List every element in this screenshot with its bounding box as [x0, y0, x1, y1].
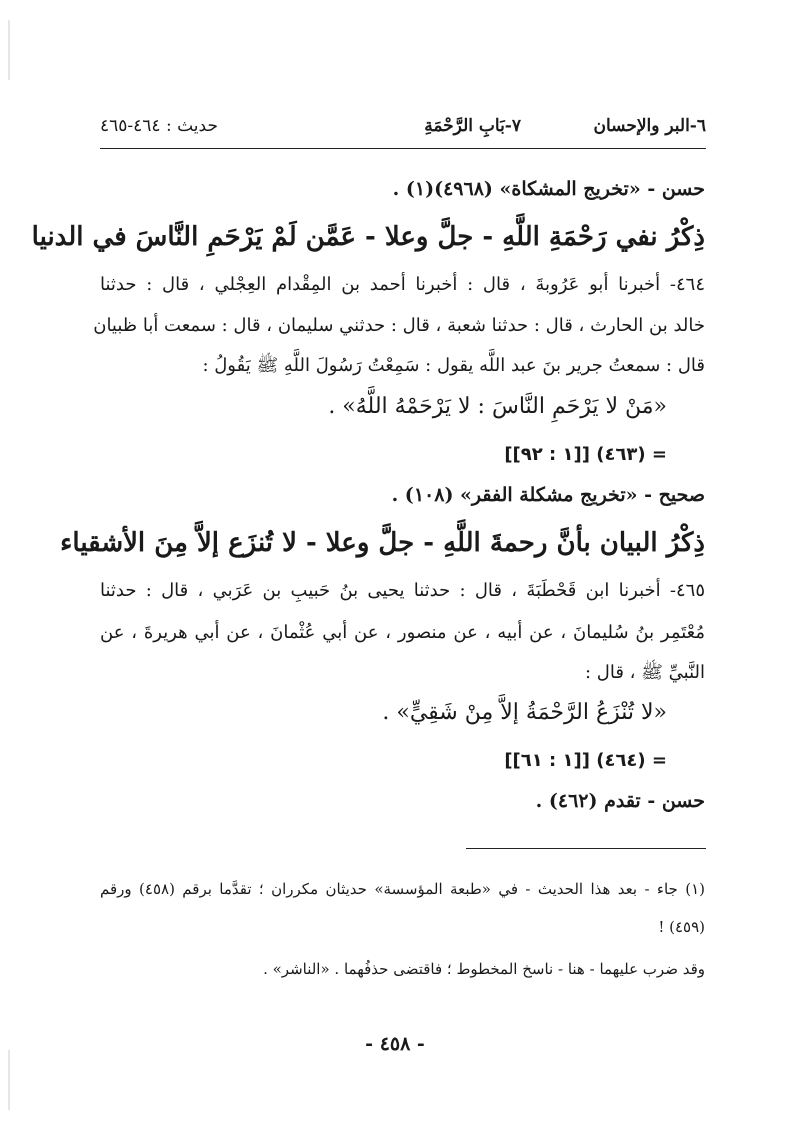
header-rule [100, 148, 706, 149]
hadith-quote: «لا تُنْزَعُ الرَّحْمَةُ إلاَّ مِنْ شَقِيٍّ» . [382, 700, 667, 725]
hadith-text-line: خالد بن الحارث ، قال : حدثنا شعبة ، قال : حدثني سليمان ، قال : سمعت أبا ظبيان [93, 315, 705, 336]
header-section: ٧-بَابِ الرَّحْمَةِ [424, 116, 521, 136]
page-number: - ٤٥٨ - [365, 1033, 425, 1055]
grade-line: حسن - تقدم (٤٦٢) . [535, 790, 705, 812]
header-chapter: ٦-البر والإحسان [593, 116, 706, 136]
chapter-title: ذِكْرُ نفي رَحْمَةِ اللَّهِ - جلَّ وعلا - عَمَّن لَمْ يَرْحَمِ النَّاسَ في الدنيا [31, 222, 705, 252]
footnote-line: وقد ضرب عليهما - هنا - ناسخ المخطوط ؛ فاقتضى حذفُهما . «الناشر» . [263, 960, 705, 978]
hadith-reference: = (٤٦٤) [[١ : ٦١]] [504, 750, 667, 771]
hadith-text-line: ٤٦٥- أخبرنا ابن قَحْطَبَةَ ، قال : حدثنا يحيى بنُ حَبيبِ بن عَرَبي ، قال : حدثنا [100, 580, 705, 601]
grade-line: صحيح - «تخريج مشكلة الفقر» (١٠٨) . [391, 484, 705, 506]
header-hadith-range: حديث : ٤٦٤-٤٦٥ [100, 116, 218, 136]
footnote-rule [466, 848, 706, 849]
scan-margin-mark [8, 20, 10, 80]
hadith-quote: «مَنْ لا يَرْحَمِ النَّاسَ : لا يَرْحَمْهُ اللَّهُ» . [328, 394, 667, 419]
chapter-title: ذِكْرُ البيان بأنَّ رحمةَ اللَّهِ - جلَّ وعلا - لا تُنزَع إلاَّ مِنَ الأشقياء [60, 528, 705, 558]
footnote-line: (٤٥٩) ! [658, 918, 705, 936]
hadith-text-line: النَّبيِّ ﷺ ، قال : [584, 662, 705, 683]
grade-line: حسن - «تخريج المشكاة» (٤٩٦٨)(١) . [392, 178, 705, 200]
hadith-text-line: ٤٦٤- أخبرنا أبو عَرُوبةَ ، قال : أخبرنا أحمد بن المِقْدام العِجْلي ، قال : حدثنا [100, 274, 705, 295]
running-header [100, 112, 706, 142]
footnote-line: (١) جاء - بعد هذا الحديث - في «طبعة المؤسسة» حديثان مكرران ؛ تقدَّما برقم (٤٥٨) ورقم [100, 880, 705, 898]
hadith-text-line: قال : سمعتُ جرير بنَ عبد اللَّه يقول : سَمِعْتُ رَسُولَ اللَّهِ ﷺ يَقُولُ : [202, 355, 705, 376]
hadith-reference: = (٤٦٣) [[١ : ٩٢]] [504, 444, 667, 465]
hadith-text-line: مُعْتَمِر بنُ سُليمانَ ، عن أبيه ، عن منصور ، عن أبي عُثْمانَ ، عن أبي هريرةَ ، عن [100, 622, 705, 643]
scan-margin-mark [8, 1050, 10, 1110]
